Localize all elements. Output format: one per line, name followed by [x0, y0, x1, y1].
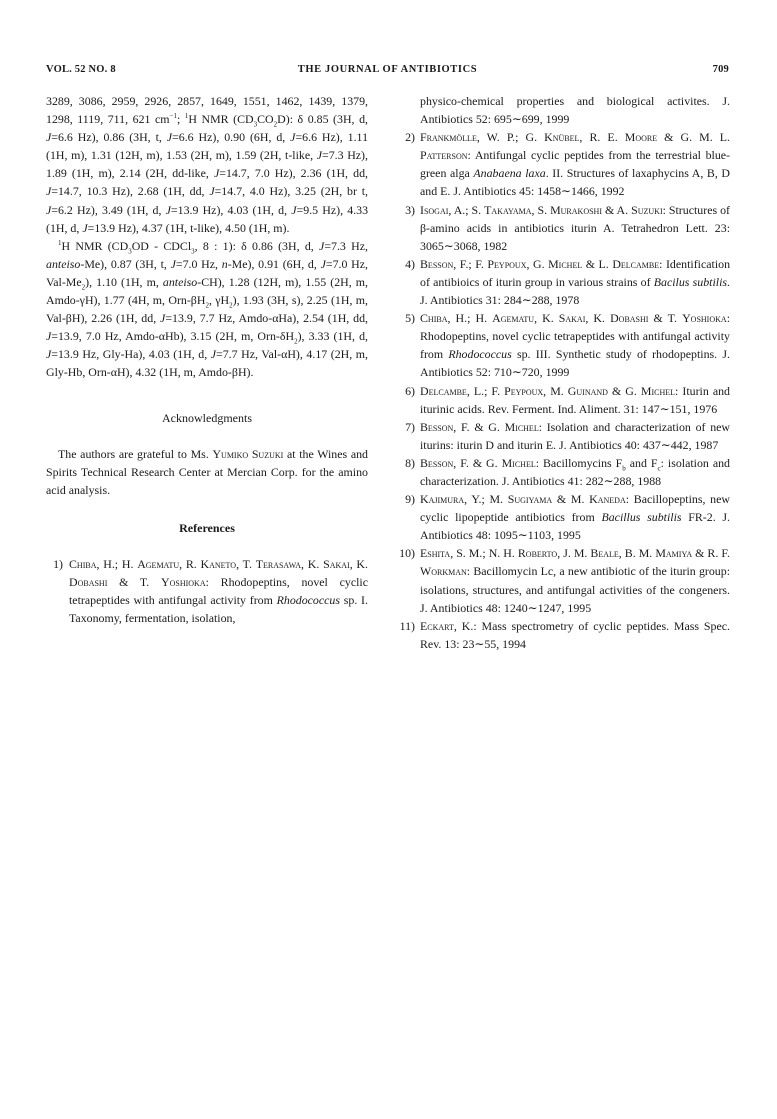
nmr-paragraph-1: 3289, 3086, 2959, 2926, 2857, 1649, 1551, 1462, 1439, 1379, 1298, 1119, 711, 621 $cm^{-1}$; $^1$H NMR $(CD_3CO_2D)$: δ 0.85 (3H, d, J=6.6 Hz), 0.86 (3H, t, J=6.6 Hz), 0.90 (6H, d, J=6.6 Hz), 1.11 (1H, m), 1.31 (12H, m), 1.53 (2H, m), 1.59 (2H, t-like, J=7.3 Hz), 1.89 (1H, m), 2.14 (2H, dd-like, J=14.7, 7.0 Hz), 2.36 (1H, dd, J=14.7, 10.3 Hz), 2.68 (1H, dd, J=14.7, 4.0 Hz), 3.25 (2H, br t, J=6.2 Hz), 3.49 (1H, d, J=13.9 Hz), 4.03 (1H, d, J=9.5 Hz), 4.33 (1H, d, J=13.9 Hz), 4.37 (1H, t-like), 4.50 (1H, m).	[46, 94, 369, 235]
journal-title: THE JOURNAL OF ANTIBIOTICS	[297, 64, 478, 75]
page-number: 709	[712, 64, 729, 75]
reference-10: 10) Eshita, S. M.; N. H. Roberto, J. M. Beale, B. M. Mamiya & R. F. Workman: Bacillomycin Lc, a new antibiotic of the iturin group: isolations, structures, and antifungal activities of the congeners. J. Antibiotics 48: 1240∼1247, 1995	[399, 546, 730, 615]
volume-info: VOL. 52 NO. 8	[46, 64, 116, 75]
reference-1-continued: physico-chemical properties and biological activites. J. Antibiotics 52: 695∼699, 1999	[420, 94, 730, 127]
reference-4: 4) Besson, F.; F. Peypoux, G. Michel & L. Delcambe: Identification of antibioics of iturin group in various strains of Bacilus subtilis. J. Antibiotics 31: 284∼288, 1978	[405, 256, 731, 308]
reference-9: 9) Kajimura, Y.; M. Sugiyama & M. Kaneda: Bacillopeptins, new cyclic lipopeptide antibiotics from Bacillus subtilis FR-2. J. Antibiotics 48: 1095∼1103, 1995	[405, 492, 730, 543]
reference-5: 5) Chiba, H.; H. Agematu, K. Sakai, K. Dobashi & T. Yoshioka: Rhodopeptins, novel cyclic tetrapeptides with antifungal activity from Rhodococcus sp. III. Synthetic study of rhodopeptins. J. Antibiotics 52: 710∼720, 1999	[405, 311, 730, 380]
reference-3: 3) Isogai, A.; S. Takayama, S. Murakoshi & A. Suzuki: Structures of β-amino acids in antibiotics iturin A. Tetrahedron Lett. 23: 3065∼3068, 1982	[405, 202, 730, 253]
reference-8: 8) Besson, F. & G. Michel: Bacillomycins $F_b$ and $F_c$: isolation and characterization. J. Antibiotics 41: 282∼288, 1988	[405, 455, 730, 488]
reference-6: 6) Delcambe, L.; F. Peypoux, M. Guinand & G. Michel: Iturin and iturinic acids. Rev. Ferment. Ind. Aliment. 31: 147∼151, 1976	[405, 383, 730, 416]
nmr-paragraph-2: $^1$H NMR ($CD_3OD$ - CDCl$_3$, 8 : 1): δ 0.86 (3H, d, J=7.3 Hz, anteiso-Me), 0.87 (3H, t, J=7.0 Hz, n-Me), 0.91 (6H, d, J=7.0 Hz, Val-$Me_2$), 1.10 (1H, m, anteiso-CH), 1.28 (12H, m), 1.55 (2H, m, Amdo-γH), 1.77 (4H, m, Orn-$\beta H_2$, $\gamma H_2$), 1.93 (3H, s), 2.25 (1H, m, Val-βH), 2.26 (1H, dd, J=13.9, 7.7 Hz, Amdo-αHa), 2.54 (1H, dd, J=13.9, 7.0 Hz, Amdo-αHb), 3.15 (2H, m, Orn-$\delta H_2$), 3.33 (1H, d, J=13.9 Hz, Gly-Ha), 4.03 (1H, d, J=7.7 Hz, Val-αH), 4.17 (2H, m, Gly-Hb, Orn-αH), 4.32 (1H, m, Amdo-βH).	[46, 238, 369, 380]
acknowledgments-text: The authors are grateful to Ms. Yumiko Suzuki at the Wines and Spirits Technical Research Center at Mercian Corp. for the amino acid analysis.	[46, 446, 368, 497]
right-column	[398, 92, 730, 653]
reference-1: 1) Chiba, H.; H. Agematu, R. Kaneto, T. Terasawa, K. Sakai, K. Dobashi & T. Yoshioka: Rhodopeptins, novel cyclic tetrapeptides with antifungal activity from Rhodococcus sp. I. Taxonomy, fermentation, isolation,	[53, 556, 368, 626]
left-column	[46, 92, 368, 627]
references-heading: References	[179, 520, 235, 535]
reference-2: 2) Frankmölle, W. P.; G. Knübel, R. E. Moore & G. M. L. Patterson: Antifungal cyclic peptides from the terrestrial blue-green alga Anabaena laxa. II. Structures of laxaphycins A, B, D and E. J. Antibiotics 45: 1458∼1466, 1992	[405, 130, 730, 199]
acknowledgments-heading: Acknowledgments	[162, 410, 252, 425]
reference-7: 7) Besson, F. & G. Michel: Isolation and characterization of new iturins: iturin D and iturin E. J. Antibiotics 40: 437∼442, 1987	[405, 419, 731, 452]
reference-11: 11) Eckart, K.: Mass spectrometry of cyclic peptides. Mass Spec. Rev. 13: 23∼55, 1994	[399, 618, 730, 651]
running-header	[46, 64, 729, 80]
